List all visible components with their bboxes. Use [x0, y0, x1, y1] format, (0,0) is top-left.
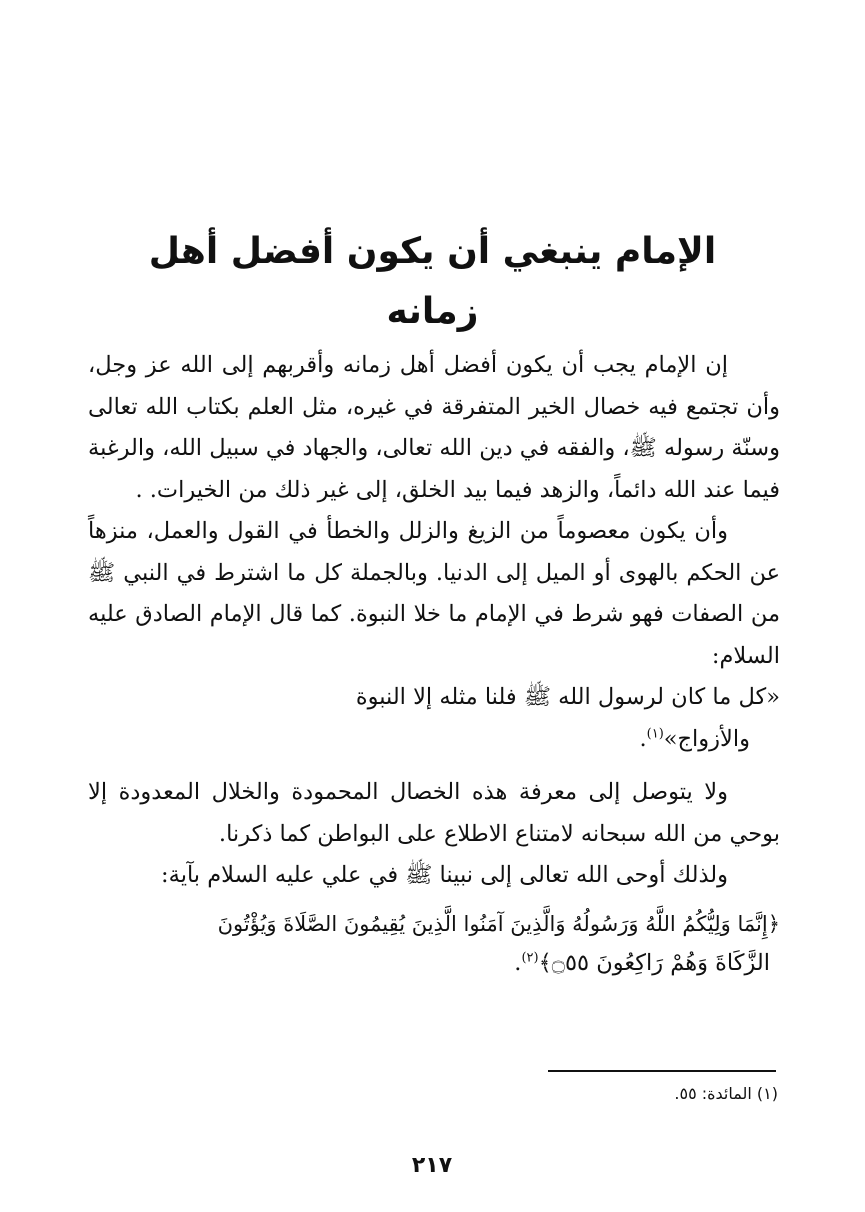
quote-line-2: والأزواج» — [663, 725, 750, 752]
verse-line-2: الزَّكَاةَ وَهُمْ رَاكِعُونَ ۝٥٥﴾ — [538, 949, 770, 976]
paragraph-2: وأن يكون معصوماً من الزيغ والزلل والخطأ في القول والعمل، منزهاً عن الحكم بالهوى أو الميل إلى الدنيا. وبالجملة كل ما اشترط في النبي ﷺ من الصفات فهو شرط في الإمام ما خلا النبوة. كما قال الإمام الصادق عليه السلام: — [88, 518, 780, 669]
quran-verse — [88, 905, 780, 943]
quote-end: . — [639, 725, 647, 752]
paragraph-3: ولا يتوصل إلى معرفة هذه الخصال المحمودة والخلال المعدودة إلا بوحي من الله سبحانه لامتناع الاطلاع على البواطن كما ذكرنا. — [88, 779, 780, 847]
verse-end: . — [514, 949, 522, 976]
footnote-ref-2: (٢) — [521, 950, 539, 965]
quote-line-1: «كل ما كان لرسول الله ﷺ فلنا مثله إلا النبوة — [355, 684, 780, 710]
page-title: الإمام ينبغي أن يكون أفضل أهل زمانه — [148, 231, 717, 332]
footnote-ref-1: (١) — [646, 726, 664, 741]
paragraph-1: إن الإمام يجب أن يكون أفضل أهل زمانه وأقربهم إلى الله عز وجل، وأن تجتمع فيه خصال الخير المتفرقة في غيره، مثل العلم بكتاب الله تعالى وسنّة رسوله ﷺ، والفقه في دين الله تعالى، والجهاد في سبيل الله، والرغبة فيما عند الله دائماً، والزهد فيما بيد الخلق، إلى غير ذلك من الخيرات. . — [88, 352, 780, 503]
quote-continuation — [88, 719, 780, 761]
quote — [88, 677, 780, 719]
footnote-number: (١) — [756, 1084, 778, 1103]
footnote-text: المائدة: ٥٥. — [674, 1084, 752, 1103]
page-number: ٢١٧ — [411, 1153, 453, 1178]
verse-continuation — [88, 943, 780, 985]
verse-line-1: ﴿إِنَّمَا وَلِيُّكُمُ اللَّهُ وَرَسُولُهُ وَالَّذِينَ آمَنُوا الَّذِينَ يُقِيمُونَ الصَّلَاةَ وَيُؤْتُونَ — [217, 911, 780, 936]
footnote-divider — [548, 1070, 776, 1072]
paragraph-4: ولذلك أوحى الله تعالى إلى نبينا ﷺ في علي عليه السلام بآية: — [161, 862, 728, 888]
footnote — [500, 1080, 778, 1108]
body-text — [88, 345, 780, 984]
